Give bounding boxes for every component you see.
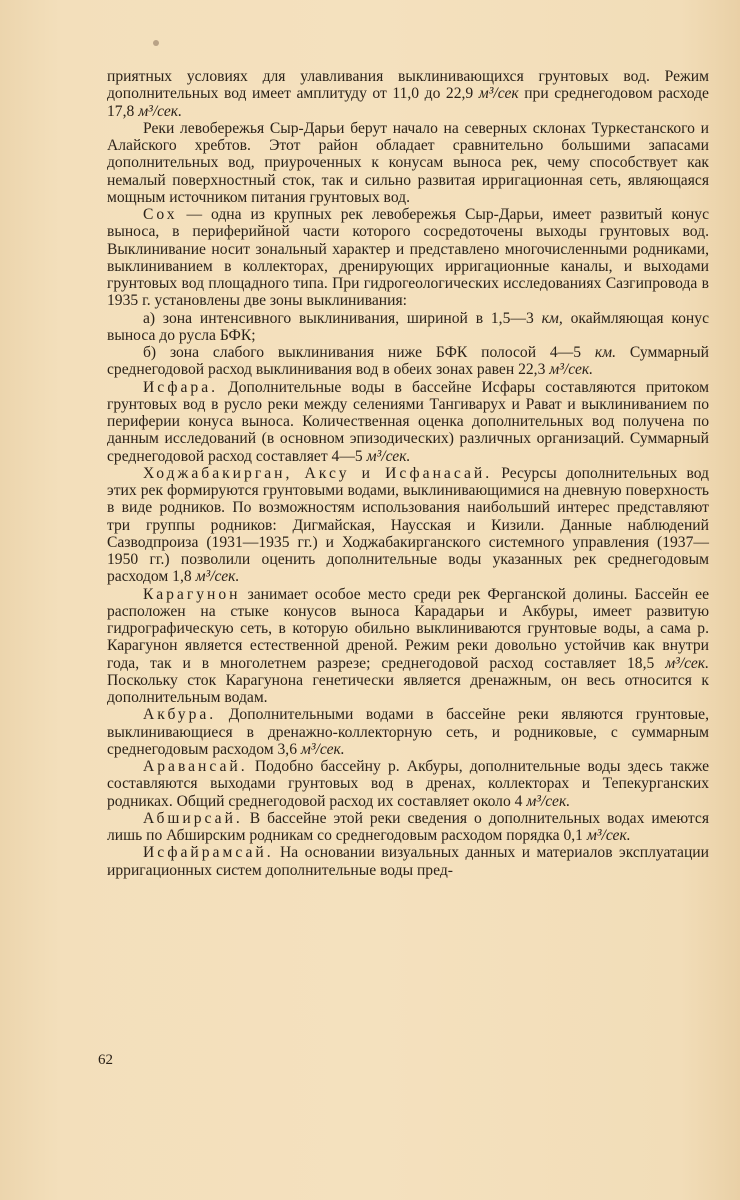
text-run: Ходжабакирган, Аксу и Исфанасай. (143, 464, 493, 482)
text-run: при среднегодовом расходе 17,8 (107, 85, 709, 120)
paragraph-p11 (107, 844, 709, 879)
text-run: м³/сек. (586, 827, 631, 844)
text-run: Аравансай. (143, 758, 248, 775)
text-run: м³/сек. (549, 361, 594, 379)
text-run: км. (594, 344, 617, 361)
text-run: Ресурсы дополнительных вод этих рек формируются грунтовыми водами, выклинивающимися на дневную поверхность в виде родников. По возможностям использования наибольший интерес представляют три группы родников: Дигмайская, Наусская и Кизили. Данные наблюдений Сазводпроиза (1931—1935 гг.) и Ходжабакирганского системного управления (1937—1950 гг.) позволили оценить дополнительные воды указанных рек среднегодовым расходом 1,8 (107, 464, 709, 586)
text-run: м³/сек. (300, 740, 345, 758)
text-run: км, (541, 309, 563, 327)
text-run: В бассейне этой реки сведения о дополнительных водах имеются лишь по Абширским родникам со среднегодовым расходом порядка 0,1 (107, 809, 709, 844)
text-run: м³/сек. (195, 568, 240, 586)
paper-speck (153, 40, 159, 46)
paragraph-p7 (107, 586, 709, 707)
paragraph-p9 (107, 758, 709, 810)
text-run: окаймляющая конус выноса до русла БФК; (107, 309, 709, 344)
text-run: Карагунон (143, 585, 241, 603)
paragraph-p5 (107, 379, 709, 465)
page-number: 62 (98, 1052, 113, 1068)
paragraph-p4 (107, 344, 709, 379)
paragraph-p6 (107, 465, 709, 586)
paragraph-p0 (107, 68, 709, 120)
text-run: м³/сек (478, 85, 519, 103)
text-run: Абширсай. (143, 809, 243, 827)
text-run: м³/сек. (366, 447, 411, 465)
text-run: Поскольку сток Карагунона генетически является дренажным, он весь относится к дополнительным водам. (107, 671, 709, 706)
paragraph-p8 (107, 706, 709, 758)
text-run: Дополнительными водами в бассейне реки являются грунтовые, выклинивающиеся в дренажно-коллекторную сеть, и родниковые, с суммарным среднегодовым расходом 3,6 (107, 706, 709, 758)
text-run: а) зона интенсивного выклинивания, шириной в 1,5—3 (143, 309, 542, 327)
body-text (107, 68, 709, 879)
text-run: м³/сек. (526, 792, 571, 810)
text-run: На основании визуальных данных и материалов эксплуатации ирригационных систем дополнительные воды пред- (107, 844, 709, 879)
text-run: Подобно бассейну р. Акбуры, дополнительные воды здесь также составляются выходами грунтовых вод в дренах, коллекторах и Тепекурганских родниках. Общий среднегодовой расход их составляет около 4 (107, 758, 709, 810)
text-run: м³/сек. (138, 102, 182, 120)
text-run: Исфара. (143, 378, 219, 396)
paragraph-p10 (107, 810, 709, 845)
text-run: Акбура. (143, 706, 217, 724)
text-run: Сох (143, 206, 178, 223)
text-run: б) зона слабого выклинивания ниже БФК полосой 4—5 (143, 344, 595, 361)
text-run: Исфайрамсай. (143, 844, 274, 862)
paragraph-p3 (107, 310, 709, 345)
text-run: Реки левобережья Сыр-Дарьи берут начало на северных склонах Туркестанского и Алайского хребтов. Этот район обладает сравнительно большими запасами дополнительных вод, приуроченных к конусам выноса рек, чему способствует как немалый поверхностный сток, так и сильно развитая ирригационная сеть, являющаяся мощным источником питания грунтовых вод. (107, 119, 709, 206)
text-run: Дополнительные воды в бассейне Исфары составляются притоком грунтовых вод в русло реки между селениями Тангиварух и Рават и выклиниванием по периферии конуса выноса. Количественная оценка дополнительных вод получена по данным исследований (в основном эпизодических) различных организаций. Суммарный среднегодовой расход составляет 4—5 (107, 378, 709, 465)
paragraph-p1 (107, 120, 709, 206)
text-run: занимает особое место среди рек Ферганской долины. Бассейн ее расположен на стыке конусов выноса Карадарьи и Акбуры, имеет развитую гидрографическую сеть, в которую обильно выклиниваются грунтовые воды, а сама р. Карагунон является естественной дреной. Режим реки довольно устойчив как внутри года, так и в многолетнем разрезе; среднегодовой расход составляет 18,5 (107, 585, 709, 672)
text-run: приятных условиях для улавливания выклинивающихся грунтовых вод. Режим дополнительных вод имеет амплитуду от 11,0 до 22,9 (107, 68, 709, 103)
text-run: — одна из крупных рек левобережья Сыр-Дарьи, имеет развитый конус выноса, в периферийной части которого сосредоточены выходы грунтовых вод. Выклинивание носит зональный характер и представлено многочисленными родниками, выклиниванием в коллекторах, дренирующих ирригационные каналы, и выходами грунтовых вод площадного типа. При гидрогеологических исследованиях Сазгипровода в 1935 г. установлены две зоны выклинивания: (107, 206, 709, 310)
text-run: Суммарный среднегодовой расход выклинивания вод в обеих зонах равен 22,3 (107, 344, 709, 379)
text-run: м³/сек. (665, 654, 709, 672)
paragraph-p2 (107, 206, 709, 310)
